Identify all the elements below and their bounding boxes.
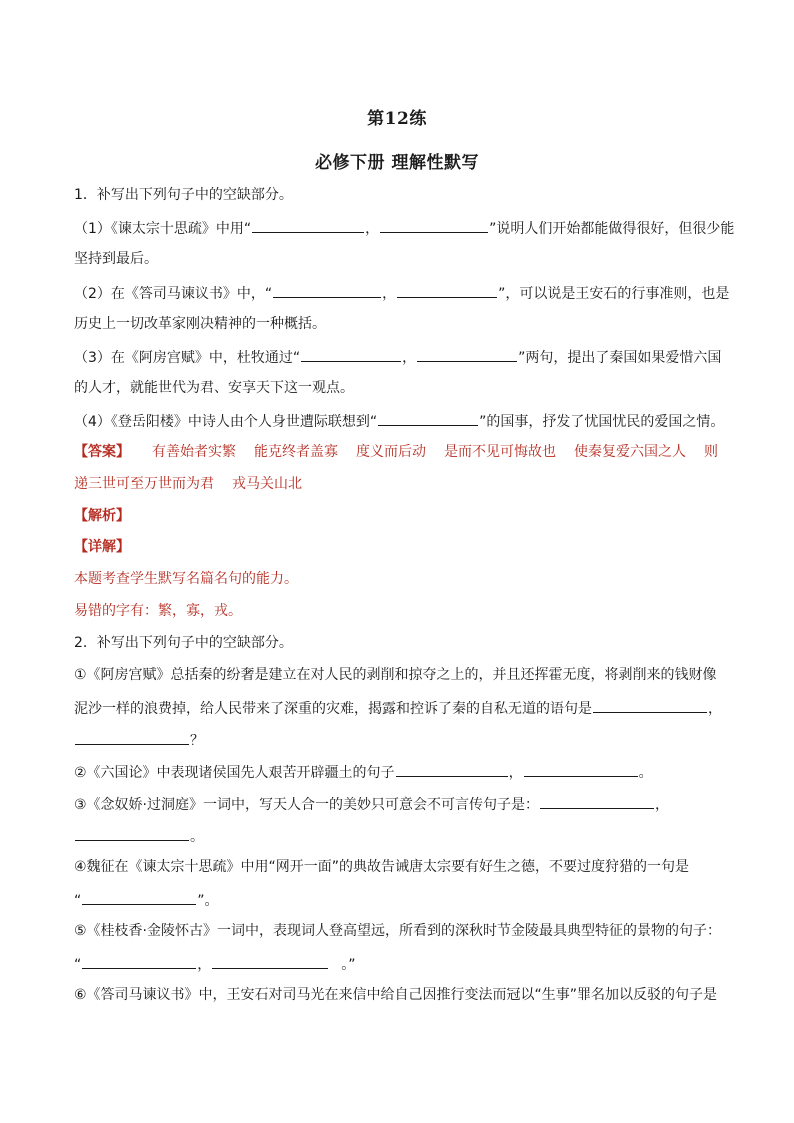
q1-item-1-cont: 坚持到最后。: [74, 251, 158, 267]
answer-item: 能克终者盖寡: [254, 444, 338, 460]
q1-item-1: （1）《谏太宗十思疏》中用“ ， ”说明人们开始都能做得很好，但很少能: [74, 217, 734, 239]
q2-item-6: ⑥《答司马谏议书》中，王安石对司马光在来信中给自己因推行变法而冠以“生事”罪名加以反驳的句子是: [74, 987, 718, 1003]
answer-line: [74, 442, 718, 462]
answer-item: 则: [704, 444, 718, 460]
answer-item: 使秦复爱六国之人: [574, 444, 686, 460]
answer-item: 是而不见可悔故也: [444, 444, 556, 460]
page-title: 第12练: [367, 109, 427, 129]
answer-blank[interactable]: [524, 761, 638, 777]
answer-blank[interactable]: [82, 953, 196, 969]
q2-item-5-cont: “ ， 。”: [74, 953, 356, 975]
answer-blank[interactable]: [396, 761, 508, 777]
q2-item-1-cont2: ？: [74, 729, 204, 751]
answer-blank[interactable]: [301, 346, 401, 362]
answer-blank[interactable]: [378, 410, 478, 426]
answer-blank[interactable]: [380, 217, 488, 233]
question-2-title: 2．补写出下列句子中的空缺部分。: [74, 635, 293, 651]
q1-item-4: （4）《登岳阳楼》中诗人由个人身世遭际联想到“ ”的国事，抒发了忧国忧民的爱国之情。: [74, 410, 724, 432]
q2-item-2: ②《六国论》中表现诸侯国先人艰苦开辟疆土的句子 ， 。: [74, 761, 653, 783]
answer-item: 度义而后动: [356, 444, 426, 460]
answer-item: 有善始者实繁: [152, 444, 236, 460]
answer-blank[interactable]: [273, 282, 381, 298]
answer-blank[interactable]: [417, 346, 517, 362]
q1-item-2-cont: 历史上一切改革家刚决精神的一种概括。: [74, 316, 326, 332]
q2-item-3: ③《念奴娇·过洞庭》一词中，写天人合一的美妙只可意会不可言传句子是： ，: [74, 793, 669, 815]
answer-blank[interactable]: [593, 697, 707, 713]
q2-item-5: ⑤《桂枝香·金陵怀古》一词中，表现词人登高望远，所看到的深秋时节金陵最具典型特征的景物的句子：: [74, 923, 721, 939]
answer-blank[interactable]: [252, 217, 364, 233]
detail-text: 易错的字有：繁，寡，戎。: [74, 603, 242, 619]
q1-item-2: （2）在《答司马谏议书》中，“ ， ”，可以说是王安石的行事准则，也是: [74, 282, 729, 304]
answer-blank[interactable]: [75, 825, 189, 841]
q2-item-4-cont: “ ”。: [74, 889, 219, 911]
analysis-label: 【解析】: [74, 508, 130, 524]
q2-item-1-cont: 泥沙一样的浪费掉，给人民带来了深重的灾难，揭露和控诉了秦的自私无道的语句是 ，: [74, 697, 722, 719]
answer-blank[interactable]: [212, 953, 328, 969]
answer-label: 【答案】: [74, 444, 130, 460]
answer-blank[interactable]: [82, 889, 196, 905]
answer-blank[interactable]: [397, 282, 497, 298]
answer-item: 递三世可至万世而为君: [74, 476, 214, 492]
answer-line-cont: [74, 474, 302, 494]
detail-label: 【详解】: [74, 539, 130, 555]
q2-item-4: ④魏征在《谏太宗十思疏》中用“网开一面”的典故告诫唐太宗要有好生之德，不要过度狩猎的一句是: [74, 859, 690, 875]
detail-text: 本题考查学生默写名篇名句的能力。: [74, 571, 298, 587]
question-1-title: 1．补写出下列句子中的空缺部分。: [74, 187, 293, 203]
q2-item-1: ①《阿房宫赋》总括秦的纷奢是建立在对人民的剥削和掠夺之上的，并且还挥霍无度，将剥削来的钱财像: [74, 667, 717, 683]
q1-item-3: （3）在《阿房宫赋》中，杜牧通过“ ， ”两句，提出了秦国如果爱惜六国: [74, 346, 721, 368]
answer-item: 戎马关山北: [232, 476, 302, 492]
answer-blank[interactable]: [540, 793, 654, 809]
q2-item-3-cont: 。: [74, 825, 204, 847]
q1-item-3-cont: 的人才，就能世代为君、安享天下这一观点。: [74, 380, 354, 396]
page-subtitle: 必修下册 理解性默写: [315, 153, 479, 173]
answer-blank[interactable]: [75, 729, 189, 745]
